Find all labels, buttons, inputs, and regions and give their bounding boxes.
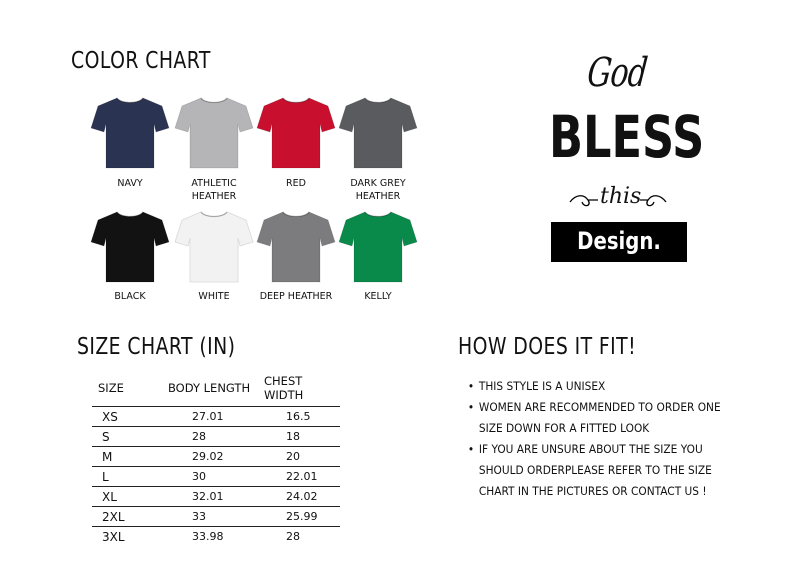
logo-word-god: God <box>585 50 649 96</box>
header-body-length: BODY LENGTH <box>168 374 264 407</box>
color-label: WHITE <box>198 291 230 302</box>
cell-body-length: 33 <box>168 507 264 527</box>
tshirt-icon <box>174 208 254 284</box>
cell-size: 3XL <box>102 529 125 544</box>
color-label: NAVY <box>117 178 143 189</box>
tshirt-icon <box>90 94 170 170</box>
tshirt-icon <box>256 208 336 284</box>
cell-size: XS <box>92 407 168 427</box>
cell-chest-width: 20 <box>264 447 340 467</box>
cell-chest-width: 28 <box>286 530 300 543</box>
table-row <box>92 507 340 527</box>
cell-size: M <box>92 447 168 467</box>
cell-body-length: 30 <box>168 467 264 487</box>
color-label: DARK GREY HEATHER <box>350 178 406 202</box>
cell-size: L <box>92 467 168 487</box>
header-chest-width: CHEST WIDTH <box>264 374 340 407</box>
cell-chest-width: 25.99 <box>264 507 340 527</box>
fit-list <box>466 376 724 502</box>
logo-word-design: Design. <box>577 227 661 255</box>
fit-item-text: THIS STYLE IS A UNISEX <box>478 379 606 393</box>
table-row <box>92 487 340 507</box>
header-size: SIZE <box>92 374 168 407</box>
bullet-icon: • <box>467 400 475 414</box>
fit-item-text: IF YOU ARE UNSURE ABOUT THE SIZE YOU SHOULD ORDERPLEASE REFER TO THE SIZE CHART IN THE PICTURES OR CONTACT US ! <box>478 442 712 498</box>
cell-chest-width: 18 <box>264 427 340 447</box>
color-label: KELLY <box>364 291 392 302</box>
list-item <box>466 439 724 502</box>
logo-word-bless: BLESS <box>549 103 705 171</box>
table-row <box>92 407 340 427</box>
table-row <box>92 527 340 547</box>
cell-body-length: 32.01 <box>168 487 264 507</box>
cell-chest-width: 16.5 <box>264 407 340 427</box>
table-row <box>92 427 340 447</box>
cell-chest-width: 24.02 <box>264 487 340 507</box>
list-item <box>466 376 724 397</box>
color-label: DEEP HEATHER <box>259 291 333 302</box>
table-row <box>92 447 340 467</box>
size-chart-title: SIZE CHART (IN) <box>77 334 236 360</box>
color-label: RED <box>286 178 306 189</box>
cell-body-length: 33.98 <box>192 530 224 543</box>
cell-size: S <box>92 427 168 447</box>
fit-title: HOW DOES IT FIT! <box>458 334 637 360</box>
tshirt-icon <box>338 94 418 170</box>
logo-design-badge <box>551 222 687 262</box>
color-label: BLACK <box>114 291 146 302</box>
cell-size: 2XL <box>92 507 168 527</box>
cell-body-length: 28 <box>168 427 264 447</box>
color-label: ATHLETIC HEATHER <box>191 178 237 202</box>
cell-body-length: 29.02 <box>168 447 264 467</box>
cell-body-length: 27.01 <box>168 407 264 427</box>
bullet-icon: • <box>467 442 475 456</box>
tshirt-icon <box>90 208 170 284</box>
tshirt-icon <box>338 208 418 284</box>
color-chart-title: COLOR CHART <box>71 48 211 74</box>
bullet-icon: • <box>467 379 475 393</box>
tshirt-icon <box>256 94 336 170</box>
logo-word-this: this <box>600 184 642 209</box>
fit-item-text: WOMEN ARE RECOMMENDED TO ORDER ONE SIZE DOWN FOR A FITTED LOOK <box>478 400 721 435</box>
list-item <box>466 397 724 439</box>
cell-size: XL <box>92 487 168 507</box>
table-row <box>92 467 340 487</box>
cell-chest-width: 22.01 <box>264 467 340 487</box>
size-chart-header-row <box>92 374 340 407</box>
tshirt-icon <box>174 94 254 170</box>
size-chart-table <box>92 374 340 546</box>
